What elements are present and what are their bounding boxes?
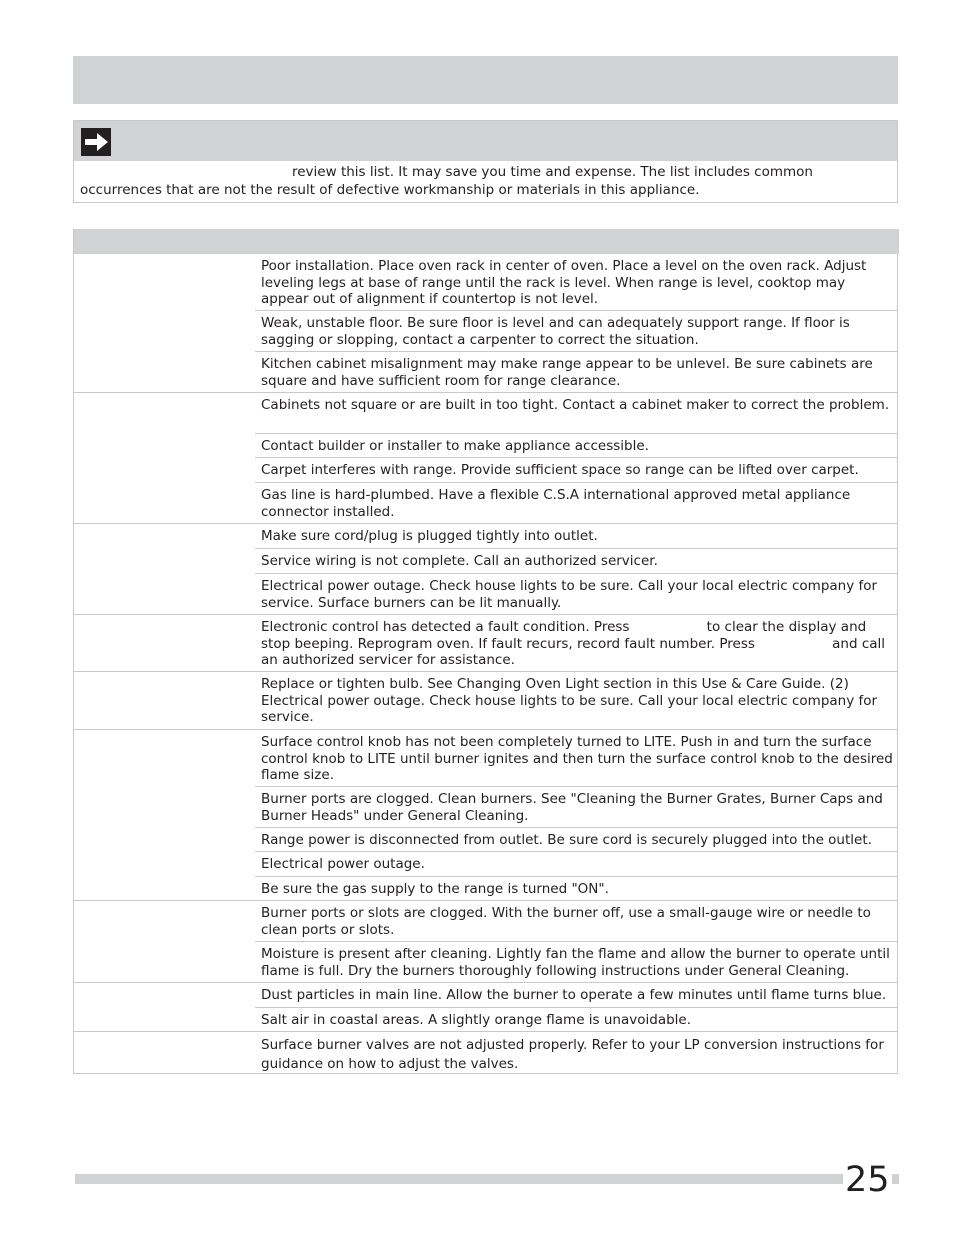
solution-cell: [255, 615, 897, 672]
solution-text: Electrical power outage.: [261, 856, 425, 872]
note-line-2: occurrences that are not the result of defective workmanship or materials in this appliance.: [80, 182, 700, 198]
solution-text: Replace or tighten bulb. See Changing Oven Light section in this Use & Care Guide. (2) Electrical power outage. Check house lights to be sure. Call your local electric company for service.: [261, 676, 878, 725]
note-text: [80, 163, 890, 199]
solution-text: Surface control knob has not been completely turned to LITE. Push in and turn the surface control knob to LITE until burner ignites and then turn the surface control knob to the desired flame size.: [261, 734, 893, 783]
solution-text: Surface burner valves are not adjusted properly. Refer to your LP conversion instructions for guidance on how to adjust the valves.: [261, 1037, 884, 1072]
solution-text: Cabinets not square or are built in too tight. Contact a cabinet maker to correct the problem.: [261, 397, 890, 413]
problem-separator: [74, 392, 255, 393]
solution-cell: [255, 254, 897, 311]
page-number: 25: [845, 1160, 890, 1200]
note-header-bar: [74, 121, 897, 161]
problem-separator: [74, 523, 255, 524]
solution-text: Burner ports are clogged. Clean burners. See "Cleaning the Burner Grates, Burner Caps and Burner Heads" under General Cleaning.: [261, 791, 883, 824]
solution-cell: [255, 1032, 897, 1073]
problem-separator: [74, 729, 255, 730]
solution-cell: [255, 549, 897, 574]
solution-text: Poor installation. Place oven rack in center of oven. Place a level on the oven rack. Adjust leveling legs at base of range until the rack is level. When range is level, cooktop may appear out of alignment if countertop is not level.: [261, 258, 867, 307]
solution-text: Electrical power outage. Check house lights to be sure. Call your local electric company for service. Surface burners can be lit manually.: [261, 578, 878, 611]
solution-cell: [255, 852, 897, 877]
solution-text: Salt air in coastal areas. A slightly orange flame is unavoidable.: [261, 1012, 692, 1028]
note-line-1: review this list. It may save you time and expense. The list includes common: [292, 164, 813, 180]
solution-cell: [255, 730, 897, 787]
troubleshooting-table: [73, 229, 898, 1074]
solution-text: Contact builder or installer to make appliance accessible.: [261, 438, 649, 454]
solution-text: Kitchen cabinet misalignment may make range appear to be unlevel. Be sure cabinets are square and have sufficient room for range clearance.: [261, 356, 873, 389]
solution-text: Service wiring is not complete. Call an authorized servicer.: [261, 553, 658, 569]
solution-text: Moisture is present after cleaning. Lightly fan the flame and allow the burner to operate until flame is full. Dry the burners thoroughly following instructions under General Cleaning.: [261, 946, 890, 979]
solution-cell: [255, 901, 897, 942]
solution-text: Burner ports or slots are clogged. With the burner off, use a small-gauge wire or needle to clean ports or slots.: [261, 905, 871, 938]
solution-cell: [255, 574, 897, 615]
solution-text: Weak, unstable floor. Be sure floor is level and can adequately support range. If floor is sagging or slopping, contact a carpenter to correct the situation.: [261, 315, 850, 348]
solution-cell: [255, 434, 897, 458]
solution-cell: [255, 828, 897, 852]
problem-separator: [74, 900, 255, 901]
problem-separator: [74, 614, 255, 615]
solution-cell: [255, 1008, 897, 1032]
solution-cell: [255, 458, 897, 483]
solution-cell: [255, 311, 897, 352]
solution-text: Be sure the gas supply to the range is turned "ON".: [261, 881, 609, 897]
solution-cell: [255, 352, 897, 393]
important-note-box: [73, 120, 898, 203]
solution-cell: [255, 483, 897, 524]
footer-bar: [75, 1174, 899, 1184]
solution-cell: [255, 393, 897, 434]
problem-separator: [74, 1031, 255, 1032]
solution-cell: [255, 983, 897, 1008]
solution-cell: [255, 524, 897, 549]
arrow-right-icon: [81, 128, 111, 156]
solution-text: Carpet interferes with range. Provide sufficient space so range can be lifted over carpet.: [261, 462, 859, 478]
problem-separator: [74, 982, 255, 983]
solution-cell: [255, 787, 897, 828]
solution-text: Make sure cord/plug is plugged tightly into outlet.: [261, 528, 598, 544]
table-header-bar: [74, 229, 899, 254]
problem-separator: [74, 671, 255, 672]
solution-text: Electronic control has detected a fault condition. Press to clear the display and stop beeping. Reprogram oven. If fault recurs, record fault number. Press and call an authorized servicer for assistance.: [261, 619, 890, 668]
section-title-bar: [73, 56, 898, 104]
solution-text: Dust particles in main line. Allow the burner to operate a few minutes until flame turns blue.: [261, 987, 887, 1003]
solution-text: Range power is disconnected from outlet. Be sure cord is securely plugged into the outlet.: [261, 832, 872, 848]
solution-text: Gas line is hard-plumbed. Have a flexible C.S.A international approved metal appliance connector installed.: [261, 487, 851, 520]
solution-cell: [255, 942, 897, 983]
solution-cell: [255, 877, 897, 901]
solution-cell: [255, 672, 897, 730]
